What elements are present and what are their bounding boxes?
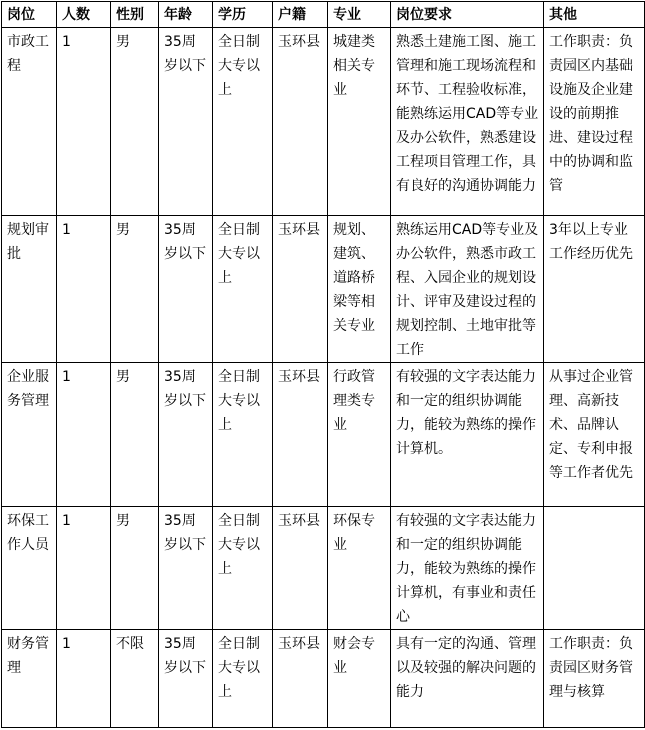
cell-age: 35周岁以下: [159, 630, 213, 728]
cell-count: 1: [57, 216, 111, 363]
table-row: [2, 363, 645, 507]
header-row: [2, 2, 645, 28]
cell-requirement: 熟悉土建施工图、施工管理和施工现场流程和环节、工程验收标准，能熟练运用CAD等专业及办公软件，熟悉建设工程项目管理工作，具有良好的沟通协调能力: [391, 28, 544, 216]
table-row: [2, 28, 645, 216]
cell-post: 环保工作人员: [2, 507, 57, 630]
cell-count: 1: [57, 630, 111, 728]
cell-major: 规划、建筑、道路桥梁等相关专业: [328, 216, 391, 363]
cell-residence: 玉环县: [273, 630, 328, 728]
cell-age: 35周岁以下: [159, 363, 213, 507]
table-row: [2, 507, 645, 630]
cell-requirement: 有较强的文字表达能力和一定的组织协调能力，能较为熟练的操作计算机，有事业和责任心: [391, 507, 544, 630]
cell-age: 35周岁以下: [159, 507, 213, 630]
header-residence: 户籍: [273, 2, 328, 28]
cell-post: 规划审批: [2, 216, 57, 363]
cell-requirement: 有较强的文字表达能力和一定的组织协调能力，能较为熟练的操作计算机。: [391, 363, 544, 507]
cell-major: 城建类相关专业: [328, 28, 391, 216]
cell-residence: 玉环县: [273, 363, 328, 507]
cell-age: 35周岁以下: [159, 216, 213, 363]
cell-count: 1: [57, 363, 111, 507]
header-age: 年龄: [159, 2, 213, 28]
table-row: [2, 630, 645, 728]
cell-count: 1: [57, 28, 111, 216]
cell-education: 全日制大专以上: [213, 28, 273, 216]
table-row: [2, 216, 645, 363]
cell-other: [544, 507, 645, 630]
cell-count: 1: [57, 507, 111, 630]
cell-education: 全日制大专以上: [213, 507, 273, 630]
cell-gender: 不限: [111, 630, 159, 728]
header-requirement: 岗位要求: [391, 2, 544, 28]
cell-gender: 男: [111, 507, 159, 630]
header-education: 学历: [213, 2, 273, 28]
cell-post: 企业服务管理: [2, 363, 57, 507]
cell-post: 市政工程: [2, 28, 57, 216]
cell-residence: 玉环县: [273, 28, 328, 216]
cell-education: 全日制大专以上: [213, 216, 273, 363]
cell-major: 财会专业: [328, 630, 391, 728]
header-gender: 性别: [111, 2, 159, 28]
cell-gender: 男: [111, 363, 159, 507]
header-major: 专业: [328, 2, 391, 28]
cell-education: 全日制大专以上: [213, 630, 273, 728]
cell-age: 35周岁以下: [159, 28, 213, 216]
cell-requirement: 具有一定的沟通、管理以及较强的解决问题的能力: [391, 630, 544, 728]
cell-other: 工作职责：负责园区内基础设施及企业建设的前期推进、建设过程中的协调和监管: [544, 28, 645, 216]
cell-other: 工作职责：负责园区财务管理与核算: [544, 630, 645, 728]
cell-education: 全日制大专以上: [213, 363, 273, 507]
cell-gender: 男: [111, 28, 159, 216]
cell-other: 从事过企业管理、高新技术、品牌认定、专利申报等工作者优先: [544, 363, 645, 507]
cell-residence: 玉环县: [273, 216, 328, 363]
cell-gender: 男: [111, 216, 159, 363]
cell-requirement: 熟练运用CAD等专业及办公软件，熟悉市政工程、入园企业的规划设计、评审及建设过程的规划控制、土地审批等工作: [391, 216, 544, 363]
cell-residence: 玉环县: [273, 507, 328, 630]
header-post: 岗位: [2, 2, 57, 28]
header-count: 人数: [57, 2, 111, 28]
cell-post: 财务管理: [2, 630, 57, 728]
header-other: 其他: [544, 2, 645, 28]
cell-major: 环保专业: [328, 507, 391, 630]
cell-other: 3年以上专业工作经历优先: [544, 216, 645, 363]
cell-major: 行政管理类专业: [328, 363, 391, 507]
recruitment-table: [1, 1, 645, 728]
